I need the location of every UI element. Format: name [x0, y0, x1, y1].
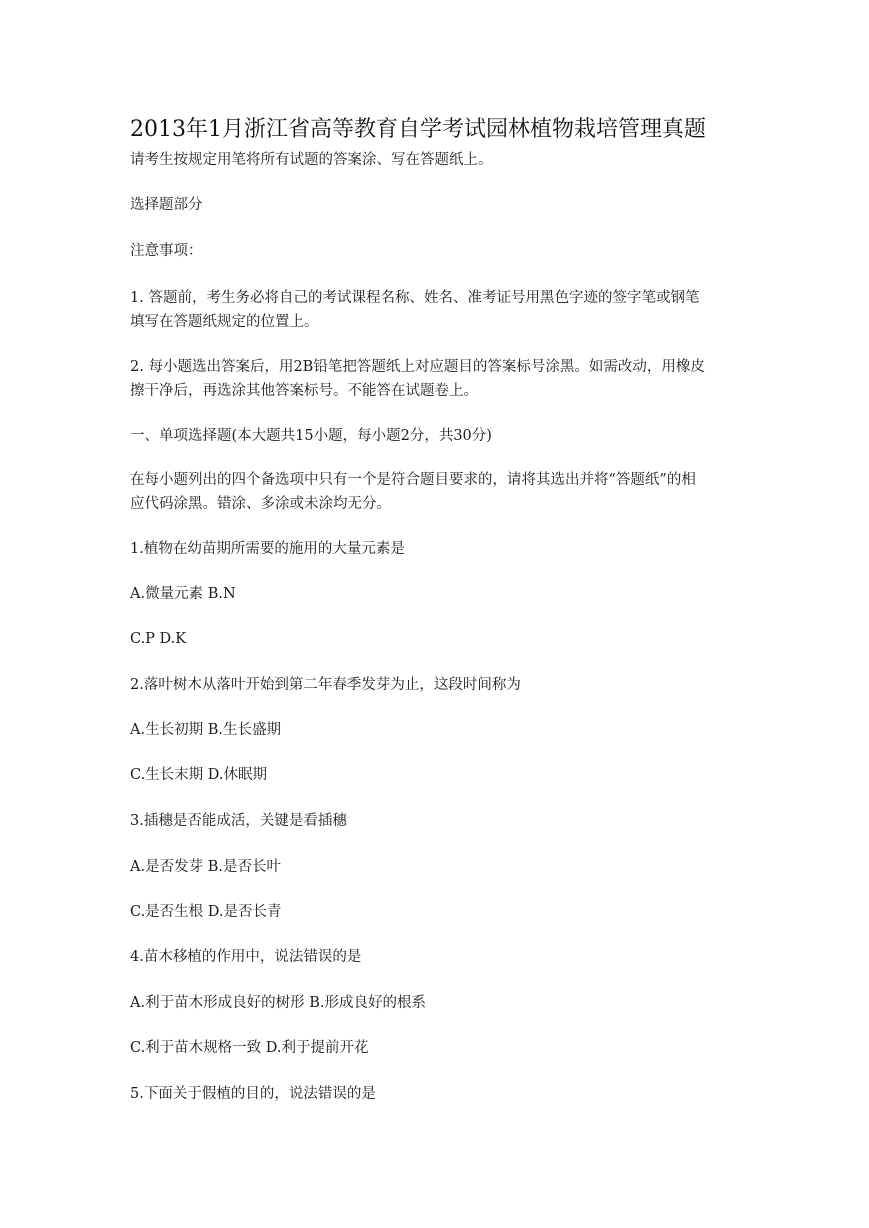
- note-1-line-2: 填写在答题纸规定的位置上。: [130, 314, 319, 330]
- part-1-instruction-line-1: 在每小题列出的四个备选项中只有一个是符合题目要求的，请将其选出并将“答题纸”的相: [130, 472, 696, 488]
- question-options-row: C.利于苗木规格一致 D.利于提前开花: [130, 1040, 369, 1056]
- question-stem: 1.植物在幼苗期所需要的施用的大量元素是: [130, 541, 405, 557]
- section-heading: 选择题部分: [130, 197, 203, 213]
- question-options-row: A.生长初期 B.生长盛期: [130, 722, 281, 738]
- note-1-line-1: 1. 答题前，考生务必将自己的考试课程名称、姓名、准考证号用黑色字迹的签字笔或钢笔: [130, 290, 700, 306]
- question-options-row: C.是否生根 D.是否长青: [130, 904, 282, 920]
- exam-instruction: 请考生按规定用笔将所有试题的答案涂、写在答题纸上。: [130, 152, 493, 168]
- part-1-heading: 一、单项选择题(本大题共15小题，每小题2分，共30分): [130, 428, 492, 444]
- question-options-row: A.利于苗木形成良好的树形 B.形成良好的根系: [130, 995, 426, 1011]
- question-options-row: A.微量元素 B.N: [130, 586, 236, 602]
- question-options-row: C.P D.K: [130, 631, 187, 647]
- page-title: 2013年1月浙江省高等教育自学考试园林植物栽培管理真题: [130, 117, 706, 142]
- note-1: [130, 286, 750, 334]
- question-stem: 4.苗木移植的作用中，说法错误的是: [130, 949, 362, 965]
- note-2-line-2: 擦干净后，再选涂其他答案标号。不能答在试题卷上。: [130, 383, 478, 399]
- question-options-row: C.生长末期 D.休眠期: [130, 767, 268, 783]
- part-1-instruction: [130, 468, 750, 516]
- question-stem: 3.插穗是否能成活，关键是看插穗: [130, 813, 347, 829]
- notes-heading: 注意事项：: [130, 243, 203, 259]
- question-options-row: A.是否发芽 B.是否长叶: [130, 859, 281, 875]
- note-2-line-1: 2. 每小题选出答案后，用2B铅笔把答题纸上对应题目的答案标号涂黑。如需改动，用橡皮: [130, 359, 705, 375]
- note-2: [130, 355, 750, 403]
- question-stem: 2.落叶树木从落叶开始到第二年春季发芽为止，这段时间称为: [130, 677, 521, 693]
- part-1-instruction-line-2: 应代码涂黑。错涂、多涂或未涂均无分。: [130, 496, 391, 512]
- question-stem: 5.下面关于假植的目的，说法错误的是: [130, 1086, 376, 1102]
